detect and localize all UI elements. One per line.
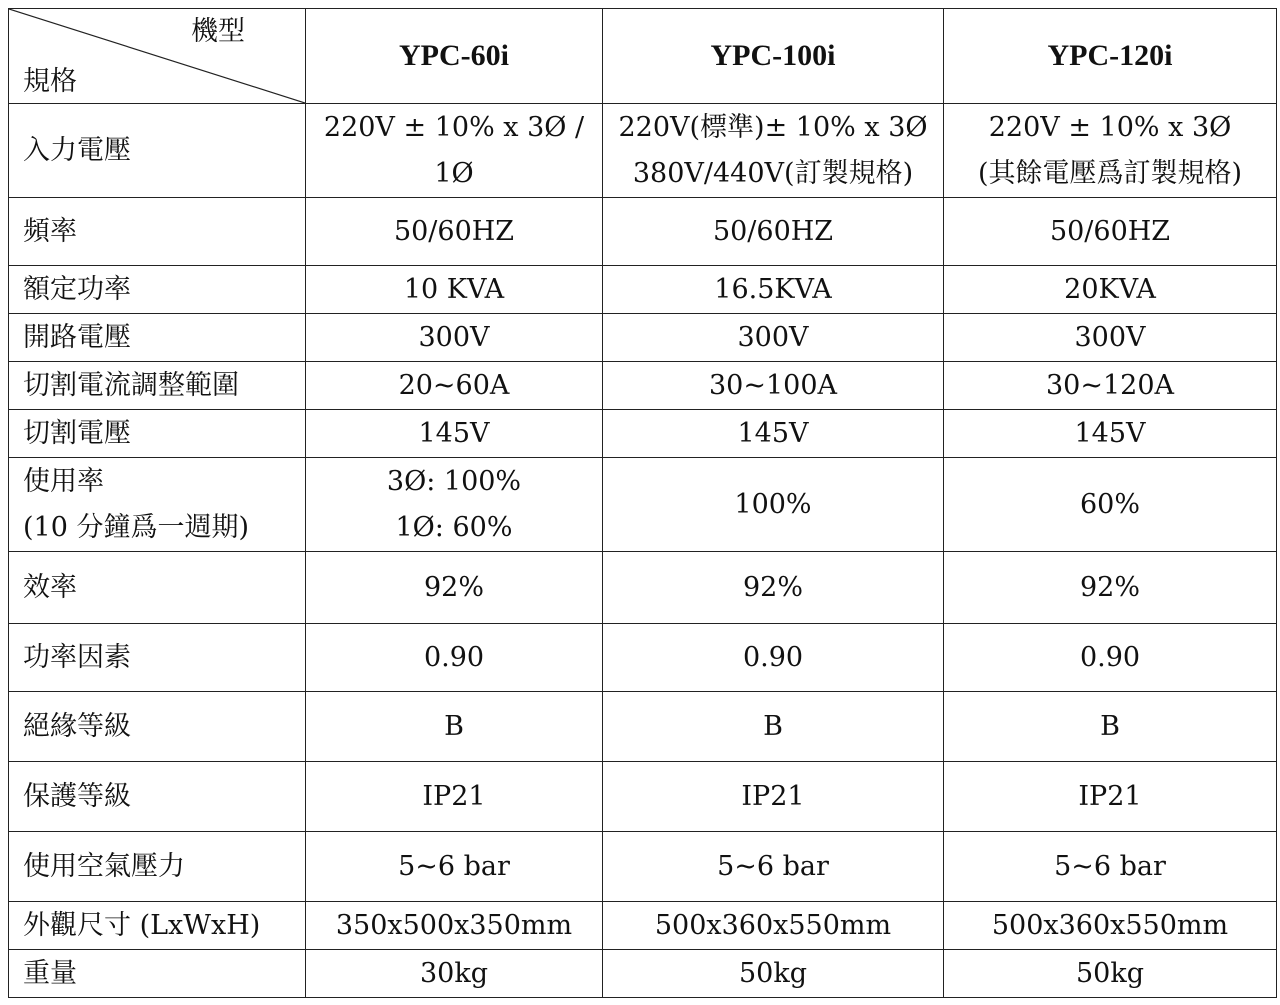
- spec-value: 30~100A: [708, 369, 837, 401]
- spec-label-line: 絕緣等級: [23, 710, 131, 742]
- spec-value: 30kg: [419, 957, 488, 989]
- spec-value: 220V ± 10% x 3Ø /: [323, 111, 585, 143]
- spec-value-cell: [306, 902, 603, 950]
- spec-value: B: [1100, 710, 1120, 742]
- spec-value: 500x360x550mm: [654, 909, 892, 941]
- spec-label-line: 外觀尺寸 (LxWxH): [23, 909, 261, 941]
- spec-table: [8, 8, 1277, 998]
- spec-value: 145V: [1074, 417, 1146, 449]
- spec-label: [9, 314, 306, 362]
- spec-label-line: 頻率: [23, 215, 77, 247]
- spec-label: [9, 902, 306, 950]
- spec-value: 220V(標準)± 10% x 3Ø: [618, 111, 928, 143]
- spec-value-cell: [306, 950, 603, 998]
- spec-row-air-pressure: [9, 832, 1277, 902]
- spec-value-cell: [306, 198, 603, 266]
- spec-label: [9, 458, 306, 552]
- spec-value-cell: [603, 198, 944, 266]
- spec-value: 50/60HZ: [393, 215, 515, 247]
- spec-row-duty-cycle: [9, 458, 1277, 552]
- spec-value-cell: [944, 552, 1277, 624]
- spec-label-line: 效率: [23, 571, 77, 603]
- spec-row-efficiency: [9, 552, 1277, 624]
- spec-value-cell: [603, 104, 944, 198]
- spec-value: 30~120A: [1045, 369, 1174, 401]
- spec-value: 92%: [742, 571, 803, 603]
- spec-value-cell: [603, 410, 944, 458]
- spec-value-cell: [306, 314, 603, 362]
- corner-header-cell: [9, 9, 306, 104]
- spec-value-cell: [944, 458, 1277, 552]
- spec-label: [9, 762, 306, 832]
- spec-value-cell: [944, 692, 1277, 762]
- spec-label-line: 額定功率: [23, 273, 131, 305]
- spec-value-cell: [944, 410, 1277, 458]
- spec-value-cell: [306, 692, 603, 762]
- spec-value: 50kg: [1075, 957, 1144, 989]
- spec-value-cell: [603, 762, 944, 832]
- spec-value-cell: [944, 624, 1277, 692]
- spec-label-line: 入力電壓: [23, 134, 131, 166]
- spec-label: [9, 362, 306, 410]
- spec-value: (其餘電壓爲訂製規格): [977, 157, 1243, 189]
- spec-value: 380V/440V(訂製規格): [632, 157, 914, 189]
- spec-row-dimensions: [9, 902, 1277, 950]
- spec-label-line: 保護等級: [23, 780, 131, 812]
- spec-value-cell: [603, 624, 944, 692]
- spec-value: 50kg: [738, 957, 807, 989]
- corner-spec-label: 規格: [23, 66, 77, 97]
- spec-label: [9, 410, 306, 458]
- spec-label-line: 開路電壓: [23, 321, 131, 353]
- spec-value-cell: [306, 410, 603, 458]
- spec-value-cell: [603, 832, 944, 902]
- spec-value: 145V: [418, 417, 490, 449]
- spec-value-cell: [306, 552, 603, 624]
- spec-value-cell: [944, 902, 1277, 950]
- header-row: [9, 9, 1277, 104]
- spec-row-input-voltage: [9, 104, 1277, 198]
- spec-value-cell: [306, 762, 603, 832]
- spec-row-frequency: [9, 198, 1277, 266]
- spec-value: 0.90: [1079, 641, 1141, 673]
- spec-value-cell: [603, 950, 944, 998]
- spec-label-line: 使用空氣壓力: [23, 850, 185, 882]
- spec-value: 50/60HZ: [712, 215, 834, 247]
- spec-value: IP21: [422, 780, 486, 812]
- spec-row-cutting-voltage: [9, 410, 1277, 458]
- spec-value-cell: [603, 266, 944, 314]
- spec-row-open-circuit-voltage: [9, 314, 1277, 362]
- spec-value: 60%: [1079, 488, 1140, 520]
- spec-value: 350x500x350mm: [335, 909, 573, 941]
- model-header-ypc-100i: YPC-100i: [603, 9, 944, 104]
- spec-value-cell: [603, 902, 944, 950]
- spec-label: [9, 832, 306, 902]
- spec-label-line: 切割電壓: [23, 417, 131, 449]
- spec-value-cell: [944, 104, 1277, 198]
- spec-row-insulation-class: [9, 692, 1277, 762]
- spec-value-cell: [306, 362, 603, 410]
- spec-value-cell: [603, 314, 944, 362]
- spec-value-cell: [944, 950, 1277, 998]
- spec-label: [9, 624, 306, 692]
- spec-value: B: [763, 710, 783, 742]
- spec-row-weight: [9, 950, 1277, 998]
- spec-value-cell: [603, 458, 944, 552]
- spec-value: 3Ø: 100%: [386, 465, 522, 497]
- spec-value: 20KVA: [1064, 273, 1156, 305]
- spec-value: 500x360x550mm: [991, 909, 1229, 941]
- spec-value: 220V ± 10% x 3Ø: [988, 111, 1232, 143]
- spec-label: [9, 692, 306, 762]
- spec-value: 1Ø: [434, 157, 474, 189]
- spec-label-line: 使用率: [23, 465, 104, 497]
- spec-value: 50/60HZ: [1049, 215, 1171, 247]
- spec-value: 92%: [423, 571, 484, 603]
- spec-label-line: 切割電流調整範圍: [23, 369, 239, 401]
- spec-label-line: 功率因素: [23, 641, 131, 673]
- spec-value-cell: [306, 624, 603, 692]
- spec-value: 92%: [1079, 571, 1140, 603]
- spec-value: 5~6 bar: [398, 850, 510, 882]
- spec-value: IP21: [1078, 780, 1142, 812]
- spec-value: 300V: [418, 321, 490, 353]
- spec-row-rated-power: [9, 266, 1277, 314]
- spec-value: 20~60A: [398, 369, 510, 401]
- model-header-ypc-60i: YPC-60i: [306, 9, 603, 104]
- spec-label: [9, 104, 306, 198]
- spec-value-cell: [944, 266, 1277, 314]
- spec-label-line: (10 分鐘爲一週期): [23, 511, 250, 543]
- spec-value-cell: [944, 198, 1277, 266]
- spec-value: 5~6 bar: [717, 850, 829, 882]
- spec-label: [9, 552, 306, 624]
- spec-value-cell: [944, 832, 1277, 902]
- spec-value-cell: [944, 362, 1277, 410]
- corner-model-label: 機型: [191, 16, 245, 47]
- spec-value-cell: [944, 762, 1277, 832]
- spec-value-cell: [603, 692, 944, 762]
- spec-value: 145V: [737, 417, 809, 449]
- spec-value: 300V: [737, 321, 809, 353]
- spec-value: 16.5KVA: [714, 273, 832, 305]
- spec-value-cell: [603, 552, 944, 624]
- spec-value: IP21: [741, 780, 805, 812]
- spec-row-protection-class: [9, 762, 1277, 832]
- model-header-ypc-120i: YPC-120i: [944, 9, 1277, 104]
- spec-value: 0.90: [423, 641, 485, 673]
- spec-row-power-factor: [9, 624, 1277, 692]
- spec-value: 300V: [1074, 321, 1146, 353]
- spec-label: [9, 198, 306, 266]
- spec-value-cell: [306, 458, 603, 552]
- spec-value: 100%: [734, 488, 812, 520]
- spec-value: 5~6 bar: [1054, 850, 1166, 882]
- spec-value: 10 KVA: [403, 273, 505, 305]
- spec-label: [9, 266, 306, 314]
- spec-value: 0.90: [742, 641, 804, 673]
- spec-value-cell: [306, 832, 603, 902]
- spec-value-cell: [306, 104, 603, 198]
- spec-value: B: [444, 710, 464, 742]
- spec-label: [9, 950, 306, 998]
- spec-value-cell: [944, 314, 1277, 362]
- spec-value: 1Ø: 60%: [395, 511, 513, 543]
- spec-label-line: 重量: [23, 957, 77, 989]
- spec-row-cutting-current-range: [9, 362, 1277, 410]
- spec-value-cell: [603, 362, 944, 410]
- spec-value-cell: [306, 266, 603, 314]
